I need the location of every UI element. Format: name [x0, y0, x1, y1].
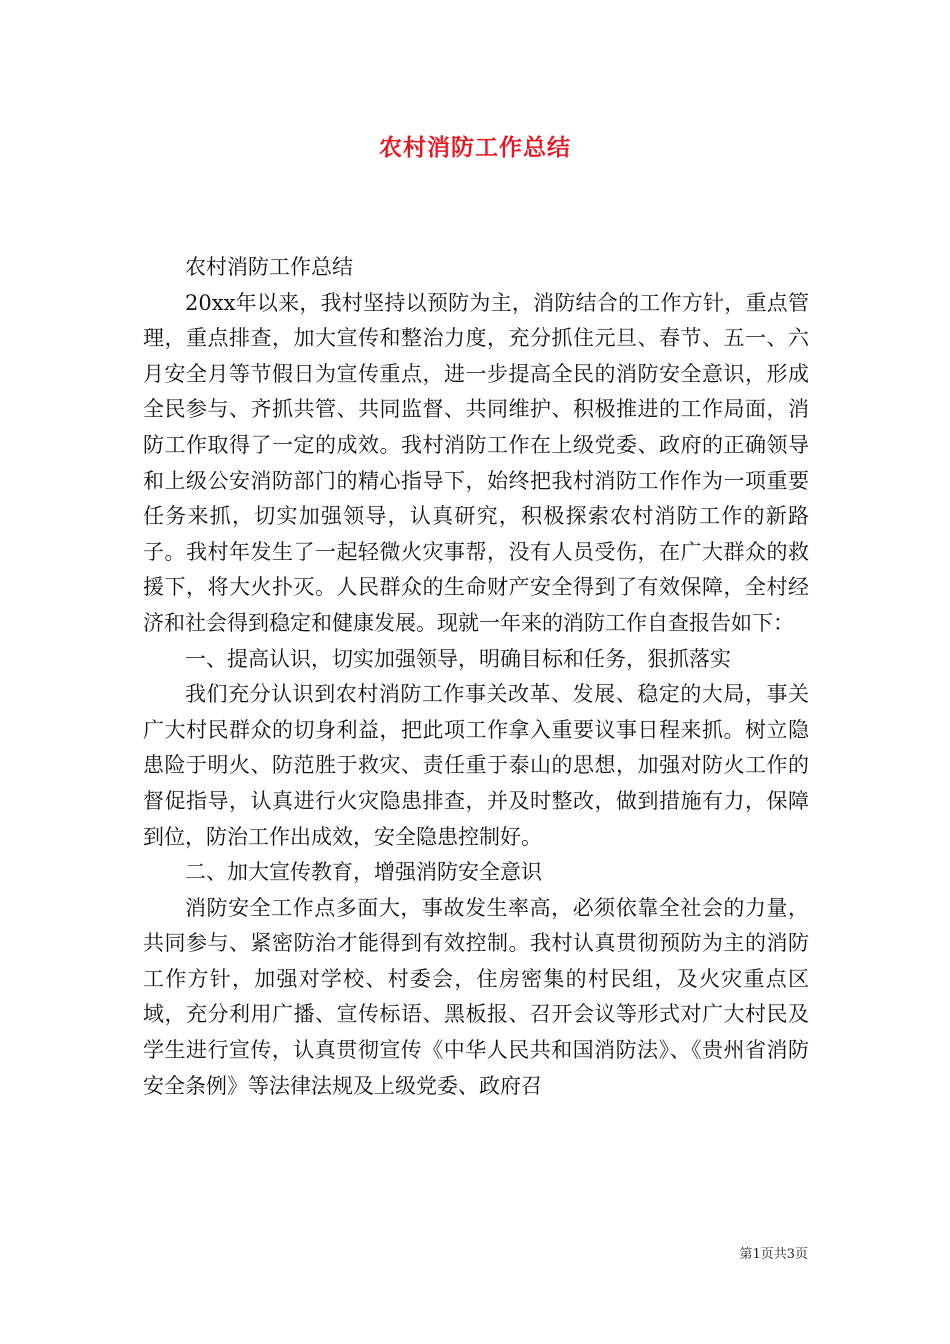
document-body [143, 250, 809, 1104]
page-number: 第1页共3页 [739, 1247, 808, 1262]
section-heading-2: 二、加大宣传教育，增强消防安全意识 [185, 860, 542, 885]
paragraph-heading: 农村消防工作总结 [185, 255, 353, 279]
section-heading-1: 一、提高认识，切实加强领导，明确目标和任务，狠抓落实 [185, 646, 731, 671]
document-title: 农村消防工作总结 [379, 135, 571, 161]
paragraph-intro: 20xx年以来，我村坚持以预防为主，消防结合的工作方针，重点管理，重点排查，加大宣传和整治力度，充分抓住元旦、春节、五一、六月安全月等节假日为宣传重点，进一步提高全民的消防安全意识，形成全民参与、齐抓共管、共同监督、共同维护、积极推进的工作局面，消防工作取得了一定的成效。我村消防工作在上级党委、政府的正确领导和上级公安消防部门的精心指导下，始终把我村消防工作作为一项重要任务来抓，切实加强领导，认真研究，积极探索农村消防工作的新路子。我村年发生了一起轻微火灾事帮，没有人员受伤，在广大群众的救援下，将大火扑灭。人民群众的生命财产安全得到了有效保障，全村经济和社会得到稳定和健康发展。现就一年来的消防工作自查报告如下： [143, 290, 809, 635]
paragraph-section-1: 我们充分认识到农村消防工作事关改革、发展、稳定的大局，事关广大村民群众的切身利益，把此项工作拿入重要议事日程来抓。树立隐患险于明火、防范胜于救灾、责任重于泰山的思想，加强对防火工作的督促指导，认真进行火灾隐患排查，并及时整改，做到措施有力，保障到位，防治工作出成效，安全隐患控制好。 [143, 682, 809, 849]
paragraph-section-2: 消防安全工作点多面大，事故发生率高，必须依靠全社会的力量，共同参与、紧密防治才能得到有效控制。我村认真贯彻预防为主的消防工作方针，加强对学校、村委会，住房密集的村民组，及火灾重点区域，充分利用广播、宣传标语、黑板报、召开会议等形式对广大村民及学生进行宣传，认真贯彻宣传《中华人民共和国消防法》、《贵州省消防安全条例》等法律法规及上级党委、政府召 [143, 895, 809, 1098]
